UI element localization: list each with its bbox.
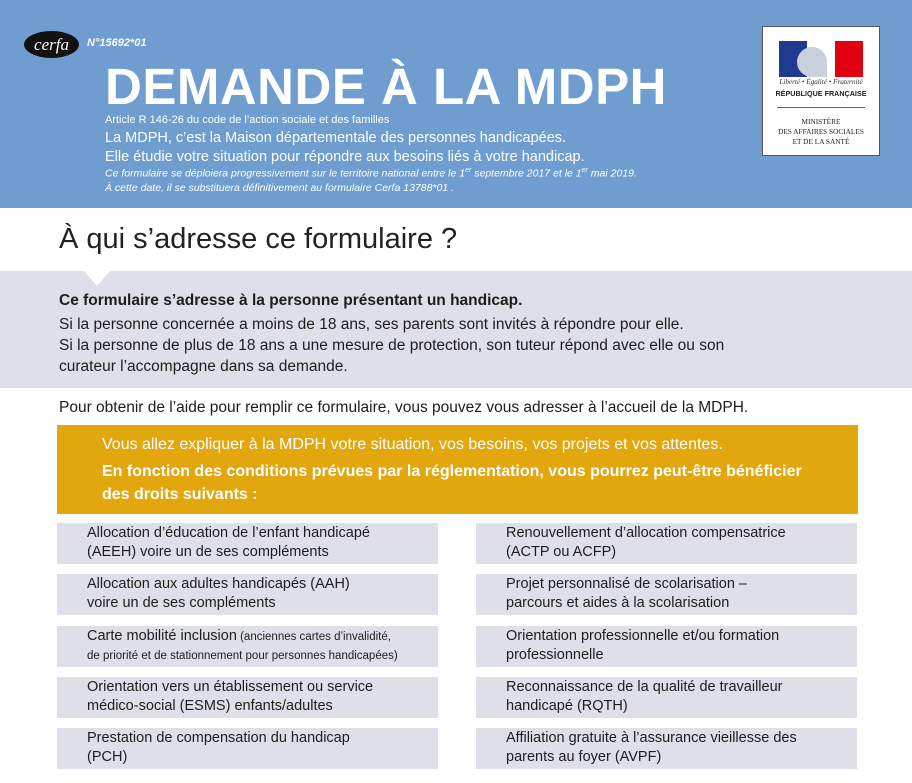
right-item-line-1: Allocation aux adultes handicapés (AAH) xyxy=(87,576,350,592)
audience-line-2: Si la personne de plus de 18 ans a une mesure de protection, son tuteur répond avec elle ou son xyxy=(59,337,725,354)
right-item-line-1: Orientation vers un établissement ou service xyxy=(87,679,374,695)
right-item-cmi xyxy=(57,626,438,667)
notice-part-a: Ce formulaire se déploiera progressivement sur le territoire national entre le 1 xyxy=(105,167,466,180)
audience-line-3: curateur l’accompagne dans sa demande. xyxy=(59,358,348,375)
ministry-line-1: MINISTÈRE xyxy=(801,117,841,126)
cerfa-logo: cerfa xyxy=(24,31,79,58)
right-item-line-1 xyxy=(87,627,438,647)
right-item-line-1: Orientation professionnelle et/ou formation xyxy=(506,628,780,644)
right-item-line-2: voire un de ses compléments xyxy=(87,595,276,611)
right-item-avpf xyxy=(476,728,857,769)
legal-article: Article R 146-26 du code de l’action sociale et des familles xyxy=(105,114,390,126)
french-flag-icon xyxy=(779,41,863,77)
right-item-rqth xyxy=(476,677,857,718)
ministry-line-3: ET DE LA SANTÉ xyxy=(792,137,850,146)
right-item-line-1: Reconnaissance de la qualité de travailleur xyxy=(506,679,783,695)
right-item-line-1: Prestation de compensation du handicap xyxy=(87,730,350,746)
right-item-aeeh xyxy=(57,523,438,564)
right-item-line-1: Affiliation gratuite à l’assurance vieillesse des xyxy=(506,730,797,746)
help-text: Pour obtenir de l’aide pour remplir ce formulaire, vous pouvez vous adresser à l’accueil de la MDPH. xyxy=(59,399,749,416)
republic-name: RÉPUBLIQUE FRANÇAISE xyxy=(775,89,867,98)
right-item-small-text: (anciennes cartes d’invalidité, xyxy=(236,631,391,643)
right-item-line-2: parcours et aides à la scolarisation xyxy=(506,595,730,611)
right-item-main-text: Carte mobilité inclusion xyxy=(87,628,237,644)
right-item-line-1: Renouvellement d’allocation compensatrice xyxy=(506,525,786,541)
right-item-esms xyxy=(57,677,438,718)
right-item-pch xyxy=(57,728,438,769)
right-item-aah xyxy=(57,574,438,615)
right-item-line-1: Projet personnalisé de scolarisation – xyxy=(506,576,747,592)
notice-sup-2: er xyxy=(581,167,588,174)
logo-divider xyxy=(777,107,865,108)
audience-line-1: Si la personne concernée a moins de 18 ans, ses parents sont invités à répondre pour elle. xyxy=(59,316,684,333)
notice-line-1 xyxy=(105,164,637,181)
ministry-line-2: DES AFFAIRES SOCIALES xyxy=(778,127,864,136)
deployment-notice xyxy=(105,164,637,196)
marianne-logo xyxy=(762,26,880,156)
rights-intro-line-1: Vous allez expliquer à la MDPH votre situation, vos besoins, vos projets et vos attentes. xyxy=(102,436,723,453)
cerfa-number: N°15692*01 xyxy=(87,37,147,49)
right-item-line-1: Allocation d’éducation de l’enfant handicapé xyxy=(87,525,370,541)
intro-text xyxy=(105,129,585,167)
right-item-line-2: (ACTP ou ACFP) xyxy=(506,544,617,560)
right-item-pps xyxy=(476,574,857,615)
audience-heading: Ce formulaire s’adresse à la personne présentant un handicap. xyxy=(59,292,523,309)
header-banner xyxy=(0,0,912,208)
right-item-line-2: (PCH) xyxy=(87,749,128,765)
right-item-line-2: de priorité et de stationnement pour personnes handicapées) xyxy=(87,650,398,662)
right-item-line-2: (AEEH) voire un de ses compléments xyxy=(87,544,329,560)
ministry-name xyxy=(763,117,879,147)
right-item-line-2: parents au foyer (AVPF) xyxy=(506,749,662,765)
intro-line-1: La MDPH, c’est la Maison départementale des personnes handicapées. xyxy=(105,130,567,146)
section-title: À qui s’adresse ce formulaire ? xyxy=(59,223,458,255)
notice-sup-1: er xyxy=(465,167,472,174)
intro-line-2: Elle étudie votre situation pour répondre aux besoins liés à votre handicap. xyxy=(105,149,585,165)
rights-intro-line-2: En fonction des conditions prévues par la réglementation, vous pourrez peut-être bénéficier des droits suivants : xyxy=(102,463,802,503)
right-item-line-2: médico-social (ESMS) enfants/adultes xyxy=(87,698,333,714)
right-item-actp xyxy=(476,523,857,564)
republic-motto: Liberté • Égalité • Fraternité xyxy=(779,78,863,86)
right-item-line-2: professionnelle xyxy=(506,647,604,663)
page-title: DEMANDE À LA MDPH xyxy=(105,58,667,115)
rights-intro-box xyxy=(57,425,858,514)
right-item-orientation-pro xyxy=(476,626,857,667)
notice-part-b: septembre 2017 et le 1 xyxy=(471,167,582,180)
notice-line-2: À cette date, il se substituera définitivement au formulaire Cerfa 13788*01 . xyxy=(105,182,455,194)
panel-notch xyxy=(84,271,110,286)
notice-part-c: mai 2019. xyxy=(587,167,637,180)
right-item-line-2: handicapé (RQTH) xyxy=(506,698,628,714)
